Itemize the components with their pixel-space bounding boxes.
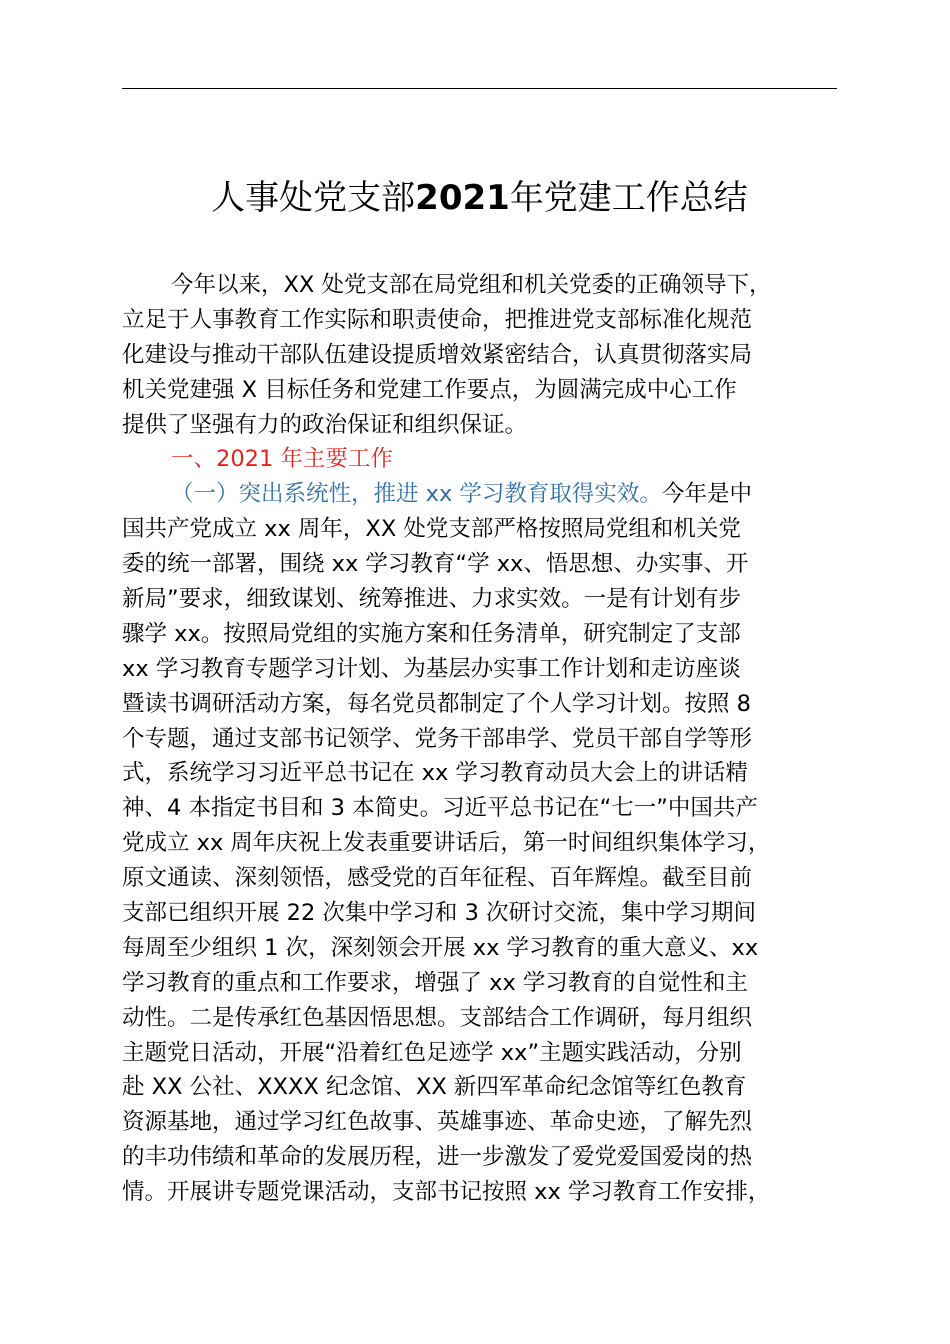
intro-line: 立足于人事教育工作实际和职责使命，把推进党支部标准化规范 [122, 306, 753, 333]
body-line: 动性。二是传承红色基因悟思想。支部结合工作调研，每月组织 [122, 1004, 753, 1031]
body-line: 每周至少组织 1 次，深刻领会开展 xx 学习教育的重大意义、xx [122, 934, 759, 961]
body-line: 式，系统学习习近平总书记在 xx 学习教育动员大会上的讲话精 [122, 760, 748, 787]
sub-heading: （一）突出系统性，推进 xx 学习教育取得实效。 [171, 481, 662, 508]
intro-line: 机关党建强 X 目标任务和党建工作要点，为圆满完成中心工作 [122, 376, 737, 403]
body-line: 支部已组织开展 22 次集中学习和 3 次研讨交流，集中学习期间 [122, 900, 757, 927]
body-line: 原文通读、深刻领悟，感受党的百年征程、百年辉煌。截至目前 [122, 865, 753, 892]
title-year: 2021 [415, 178, 510, 218]
header-rule [122, 88, 837, 89]
body-line: 学习教育的重点和工作要求，增强了 xx 学习教育的自觉性和主 [122, 969, 748, 996]
body-line: xx 学习教育专题学习计划、为基层办实事工作计划和走访座谈 [122, 655, 741, 682]
body-line: 个专题，通过支部书记领学、党务干部串学、党员干部自学等形 [122, 725, 753, 752]
document-body [122, 268, 858, 1210]
body-line: 国共产党成立 xx 周年，XX 处党支部严格按照局党组和机关党 [122, 516, 741, 543]
section-heading: 一、2021 年主要工作 [171, 446, 393, 473]
title-prefix: 人事处党支部 [211, 178, 416, 218]
body-line: 情。开展讲专题党课活动，支部书记按照 xx 学习教育工作安排， [122, 1179, 771, 1206]
body-line: 神、4 本指定书目和 3 本简史。习近平总书记在“七一”中国共产 [122, 795, 758, 822]
document-title [122, 176, 837, 220]
body-line: 赴 XX 公社、XXXX 纪念馆、XX 新四军革命纪念馆等红色教育 [122, 1074, 747, 1101]
title-suffix: 年党建工作总结 [509, 178, 748, 218]
body-line: 骤学 xx。按照局党组的实施方案和任务清单，研究制定了支部 [122, 620, 741, 647]
body-line: 暨读书调研活动方案，每名党员都制定了个人学习计划。按照 8 [122, 690, 751, 717]
body-line: 委的统一部署，围绕 xx 学习教育“学 xx、悟思想、办实事、开 [122, 551, 749, 578]
body-line: 资源基地，通过学习红色故事、英雄事迹、革命史迹，了解先烈 [122, 1109, 753, 1136]
sub-heading-tail: 今年是中 [661, 481, 752, 508]
subsection-line [122, 477, 858, 512]
intro-line: 今年以来，XX 处党支部在局党组和机关党委的正确领导下， [171, 272, 772, 298]
intro-line: 化建设与推动干部队伍建设提质增效紧密结合，认真贯彻落实局 [122, 341, 753, 368]
body-line: 党成立 xx 周年庆祝上发表重要讲话后，第一时间组织集体学习， [122, 830, 771, 857]
body-line: 新局”要求，细致谋划、统筹推进、力求实效。一是有计划有步 [122, 586, 742, 613]
intro-line: 提供了坚强有力的政治保证和组织保证。 [122, 411, 528, 438]
body-line: 的丰功伟绩和革命的发展历程，进一步激发了爱党爱国爱岗的热 [122, 1144, 753, 1171]
body-line: 主题党日活动，开展“沿着红色足迹学 xx”主题实践活动，分别 [122, 1039, 742, 1066]
